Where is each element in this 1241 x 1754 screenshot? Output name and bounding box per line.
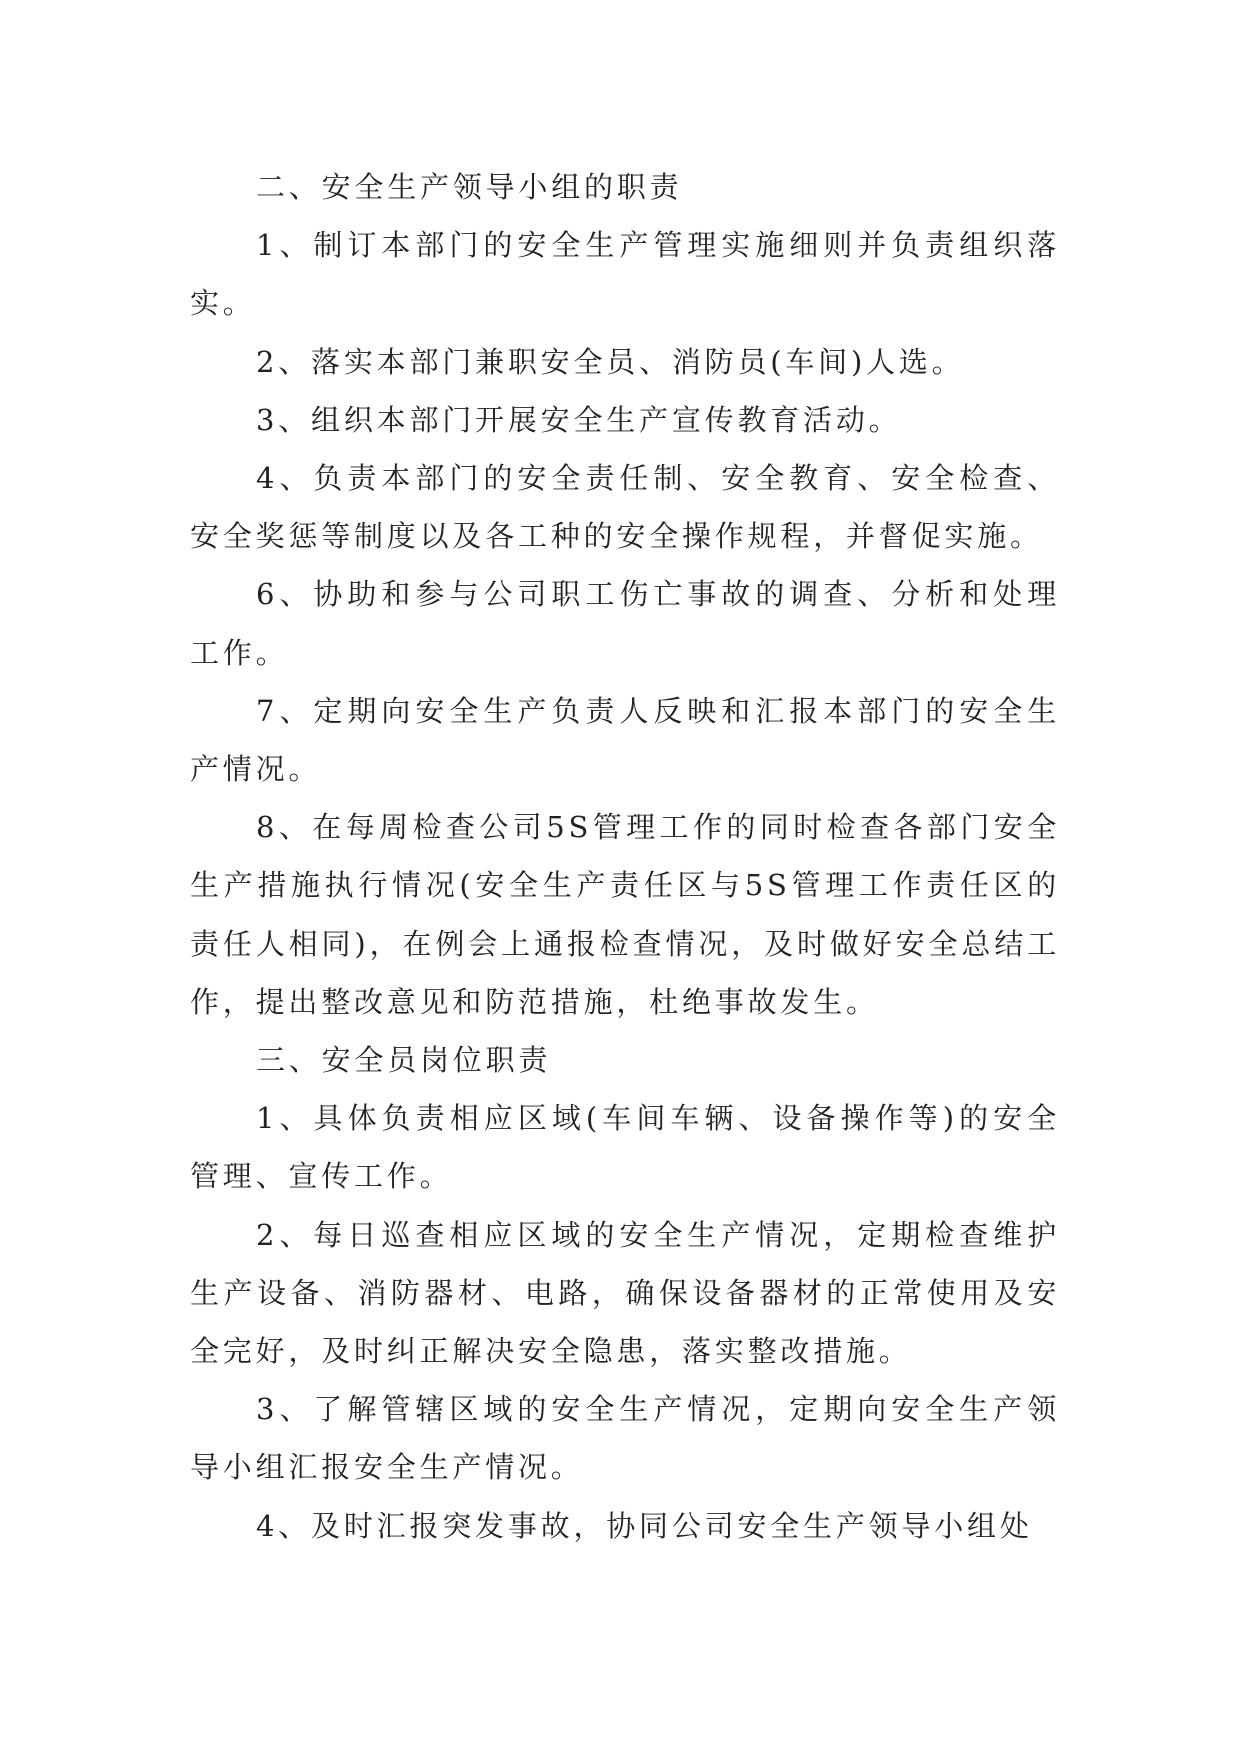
paragraph: 4、负责本部门的安全责任制、安全教育、安全检查、安全奖惩等制度以及各工种的安全操作规程，并督促实施。 xyxy=(190,461,1060,554)
paragraph: 1、具体负责相应区域(车间车辆、设备操作等)的安全管理、宣传工作。 xyxy=(190,1101,1060,1194)
paragraph: 7、定期向安全生产负责人反映和汇报本部门的安全生产情况。 xyxy=(190,693,1060,787)
section-heading-3: 三、安全员岗位职责 xyxy=(256,1043,552,1078)
document-body xyxy=(190,158,1060,1555)
paragraph: 6、协助和参与公司职工伤亡事故的调查、分析和处理工作。 xyxy=(190,577,1060,670)
paragraph: 3、组织本部门开展安全生产宣传教育活动。 xyxy=(256,402,902,437)
paragraph: 2、每日巡查相应区域的安全生产情况，定期检查维护生产设备、消防器材、电路，确保设备器材的正常使用及安全完好，及时纠正解决安全隐患，落实整改措施。 xyxy=(190,1217,1060,1369)
paragraph: 4、及时汇报突发事故，协同公司安全生产领导小组处 xyxy=(256,1508,1033,1543)
paragraph: 1、制订本部门的安全生产管理实施细则并负责组织落实。 xyxy=(190,228,1060,321)
paragraph: 8、在每周检查公司5S管理工作的同时检查各部门安全生产措施执行情况(安全生产责任区与5S管理工作责任区的责任人相同)，在例会上通报检查情况，及时做好安全总结工作，提出整改意见和防范措施，杜绝事故发生。 xyxy=(190,810,1060,1019)
paragraph: 3、了解管辖区域的安全生产情况，定期向安全生产领导小组汇报安全生产情况。 xyxy=(190,1392,1060,1485)
paragraph: 2、落实本部门兼职安全员、消防员(车间)人选。 xyxy=(256,344,965,379)
section-heading-2: 二、安全生产领导小组的职责 xyxy=(256,170,683,204)
